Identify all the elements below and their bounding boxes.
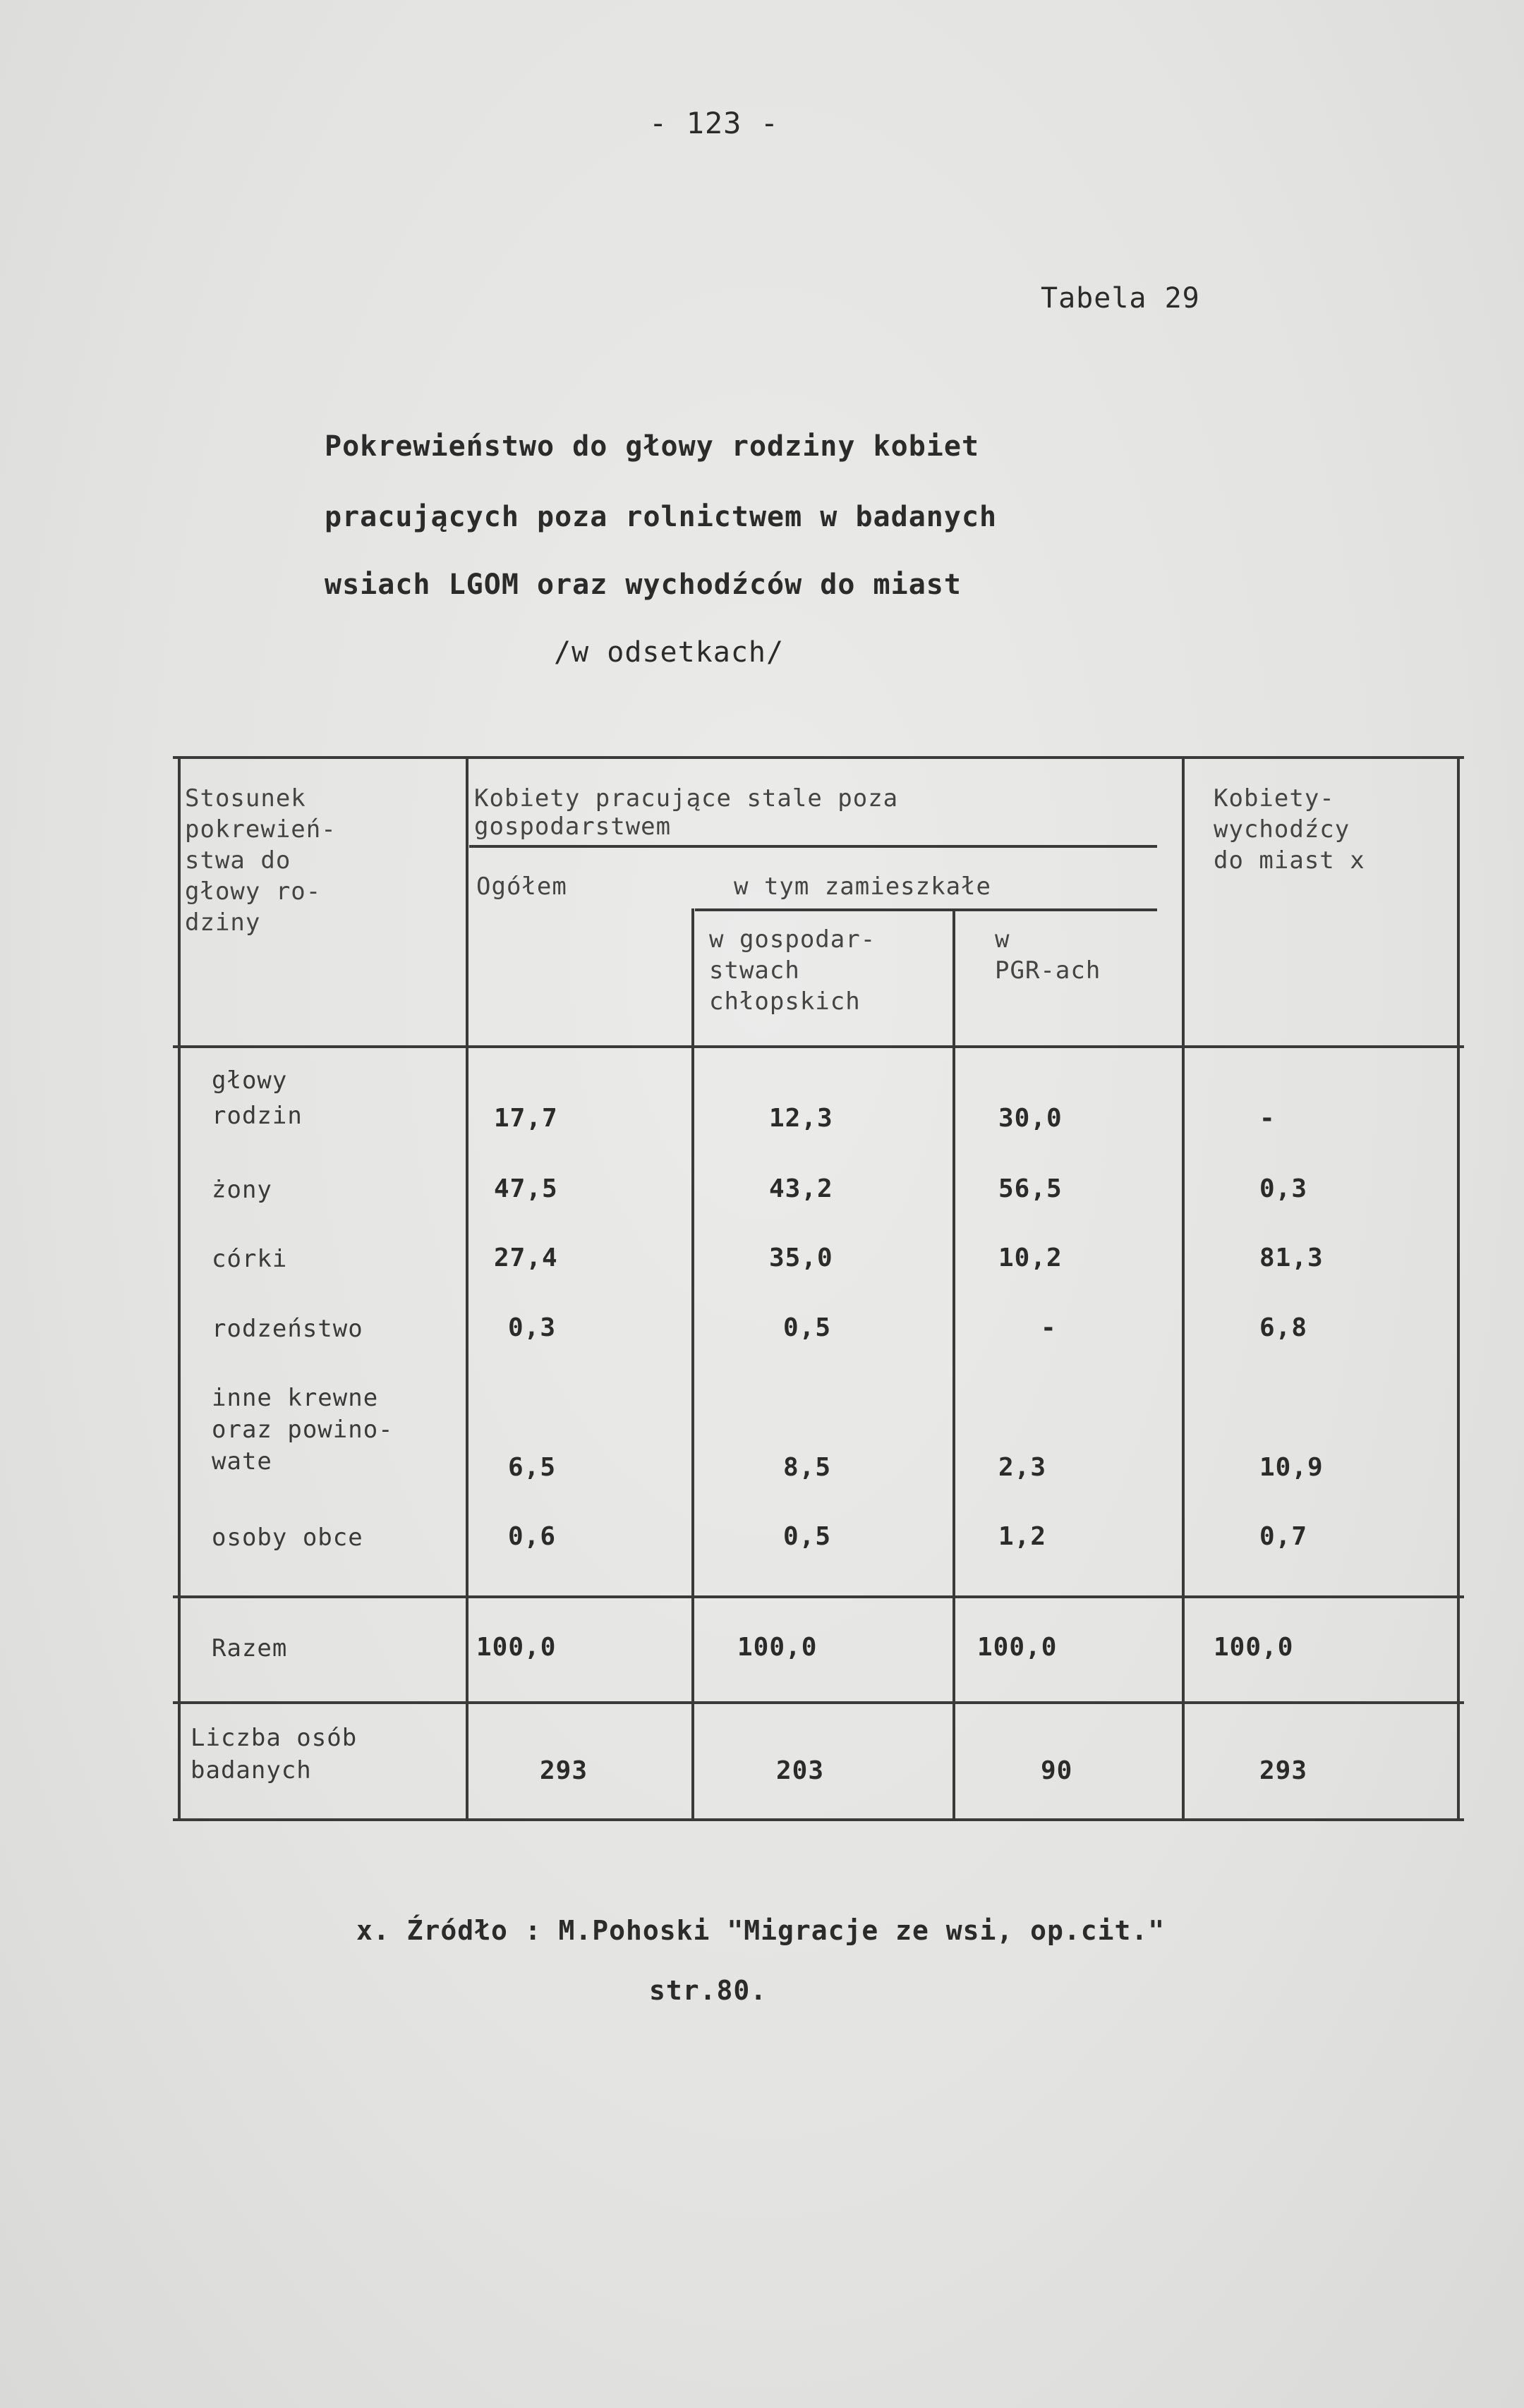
row-label: córki (212, 1245, 288, 1273)
header-group-line: gospodarstwem (474, 813, 672, 841)
cell: 0,3 (508, 1313, 557, 1342)
col-divider-3 (953, 908, 955, 1821)
razem-cell: 100,0 (476, 1633, 557, 1662)
row-label: rodzeństwo (212, 1315, 363, 1343)
cell: - (1259, 1104, 1276, 1133)
liczba-cell: 90 (1041, 1756, 1073, 1785)
table-bottom-border (173, 1818, 1464, 1821)
cell: 0,3 (1259, 1174, 1308, 1203)
cell: 10,2 (998, 1243, 1063, 1272)
liczba-cell: 203 (776, 1756, 825, 1785)
cell: 0,5 (783, 1313, 832, 1342)
cell: 0,5 (783, 1522, 832, 1551)
cell: - (1041, 1313, 1057, 1342)
header-col4-line: Kobiety- (1214, 784, 1335, 813)
razem-cell: 100,0 (977, 1633, 1058, 1662)
header-subgroup-rule (695, 908, 1157, 911)
cell: 10,9 (1259, 1453, 1324, 1482)
table-top-border (173, 756, 1464, 759)
table-right-border (1457, 756, 1460, 1821)
title-subtitle: /w odsetkach/ (554, 636, 785, 669)
cell: 27,4 (494, 1243, 558, 1272)
header-w-tym: w tym zamieszkałe (734, 872, 991, 901)
liczba-label: Liczba osób (190, 1724, 358, 1752)
header-col4-line: wychodźcy (1214, 815, 1350, 844)
row-label: osoby obce (212, 1524, 363, 1552)
cell: 30,0 (998, 1104, 1063, 1133)
header-ogolem: Ogółem (476, 872, 567, 901)
cell: 8,5 (783, 1453, 832, 1482)
cell: 6,8 (1259, 1313, 1308, 1342)
header-group-line: Kobiety pracujące stale poza (474, 784, 899, 813)
cell: 47,5 (494, 1174, 558, 1203)
row-label: głowy (212, 1066, 288, 1095)
header-sub1-line: stwach (709, 956, 800, 985)
cell: 43,2 (769, 1174, 833, 1203)
row-label: wate (212, 1447, 272, 1476)
liczba-cell: 293 (540, 1756, 588, 1785)
row-label: rodzin (212, 1102, 303, 1130)
row-label: żony (212, 1176, 272, 1204)
header-col4-line: do miast x (1214, 846, 1365, 875)
header-sub1-line: w gospodar- (709, 925, 876, 954)
title-line-2: pracujących poza rolnictwem w badanych (325, 501, 998, 533)
header-group-rule (469, 845, 1157, 848)
cell: 35,0 (769, 1243, 833, 1272)
cell: 6,5 (508, 1453, 557, 1482)
header-col0-line: pokrewień- (185, 815, 337, 844)
title-line-3: wsiach LGOM oraz wychodźców do miast (325, 568, 962, 601)
col-divider-1 (466, 756, 468, 1821)
razem-cell: 100,0 (737, 1633, 818, 1662)
table-label: Tabela 29 (1041, 282, 1200, 315)
razem-top-border (173, 1595, 1464, 1598)
header-sub1-line: chłopskich (709, 987, 861, 1016)
header-col0-line: dziny (185, 908, 261, 937)
header-col0-line: Stosunek (185, 784, 306, 813)
cell: 81,3 (1259, 1243, 1324, 1272)
cell: 56,5 (998, 1174, 1063, 1203)
row-label: oraz powino- (212, 1416, 394, 1444)
header-sub2-line: w (995, 925, 1010, 954)
footnote-line-2: str.80. (649, 1975, 768, 2006)
cell: 1,2 (998, 1522, 1047, 1551)
liczba-top-border (173, 1701, 1464, 1704)
title-line-1: Pokrewieństwo do głowy rodziny kobiet (325, 430, 980, 463)
table-left-border (178, 756, 181, 1821)
header-bottom-border (173, 1045, 1464, 1048)
cell: 0,6 (508, 1522, 557, 1551)
header-sub2-line: PGR-ach (995, 956, 1101, 985)
liczba-label: badanych (190, 1756, 312, 1784)
col-divider-2 (691, 908, 694, 1821)
col-divider-4 (1182, 756, 1185, 1821)
cell: 2,3 (998, 1453, 1047, 1482)
footnote-line-1: x. Źródło : M.Pohoski "Migracje ze wsi, op.cit." (356, 1915, 1166, 1946)
razem-cell: 100,0 (1214, 1633, 1294, 1662)
razem-label: Razem (212, 1634, 288, 1662)
liczba-cell: 293 (1259, 1756, 1308, 1785)
page-number: - 123 - (649, 106, 780, 140)
header-col0-line: stwa do (185, 846, 291, 875)
cell: 17,7 (494, 1104, 558, 1133)
cell: 12,3 (769, 1104, 833, 1133)
row-label: inne krewne (212, 1384, 379, 1412)
header-col0-line: głowy ro- (185, 877, 322, 906)
cell: 0,7 (1259, 1522, 1308, 1551)
